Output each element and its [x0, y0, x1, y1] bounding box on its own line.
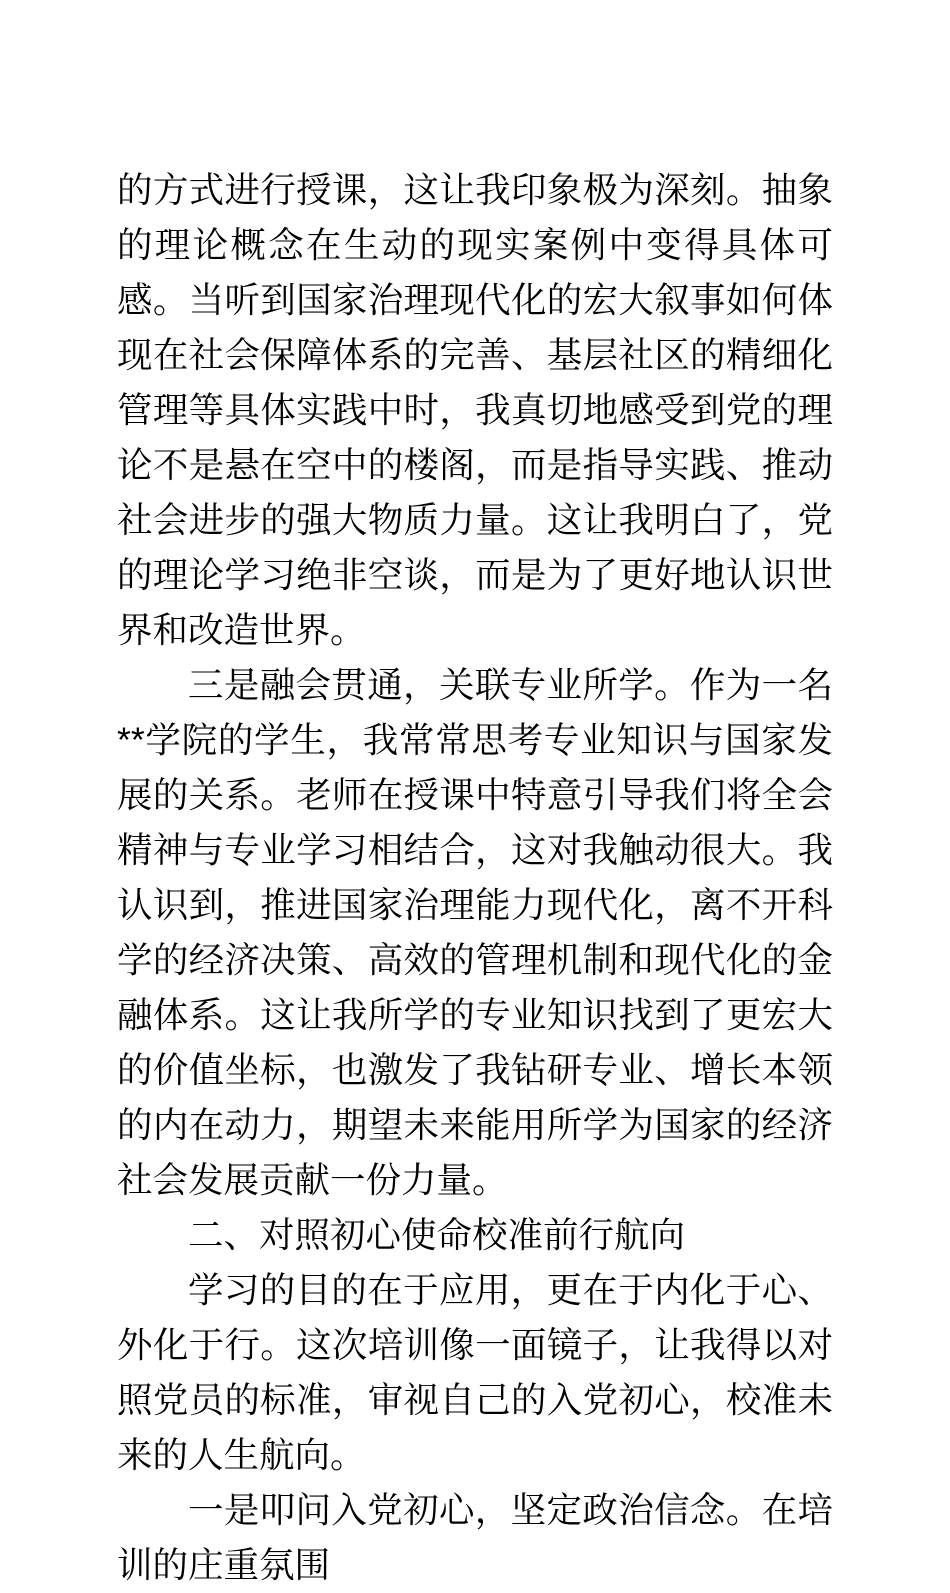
- document-text-column: [117, 163, 833, 1593]
- paragraph-three-integration: 三是融会贯通，关联专业所学。作为一名**学院的学生，我常常思考专业知识与国家发展的关系。老师在授课中特意引导我们将全会精神与专业学习相结合，这对我触动很大。我认识到，推进国家治理能力现代化，离不开科学的经济决策、高效的管理机制和现代化的金融体系。这让我所学的专业知识找到了更宏大的价值坐标，也激发了我钻研专业、增长本领的内在动力，期望未来能用所学为国家的经济社会发展贡献一份力量。: [117, 665, 833, 1200]
- paragraph-one-original-aspiration: 一是叩问入党初心，坚定政治信念。在培训的庄重氛围: [117, 1490, 833, 1585]
- heading-section-two: 二、对照初心使命校准前行航向: [188, 1215, 686, 1255]
- paragraph-purpose-of-study: 学习的目的在于应用，更在于内化于心、外化于行。这次培训像一面镜子，让我得以对照党员的标准，审视自己的入党初心，校准未来的人生航向。: [117, 1270, 833, 1475]
- paragraph-continuation-teaching-method: 的方式进行授课，这让我印象极为深刻。抽象的理论概念在生动的现实案例中变得具体可感。当听到国家治理现代化的宏大叙事如何体现在社会保障体系的完善、基层社区的精细化管理等具体实践中时，我真切地感受到党的理论不是悬在空中的楼阁，而是指导实践、推动社会进步的强大物质力量。这让我明白了，党的理论学习绝非空谈，而是为了更好地认识世界和改造世界。: [117, 170, 833, 650]
